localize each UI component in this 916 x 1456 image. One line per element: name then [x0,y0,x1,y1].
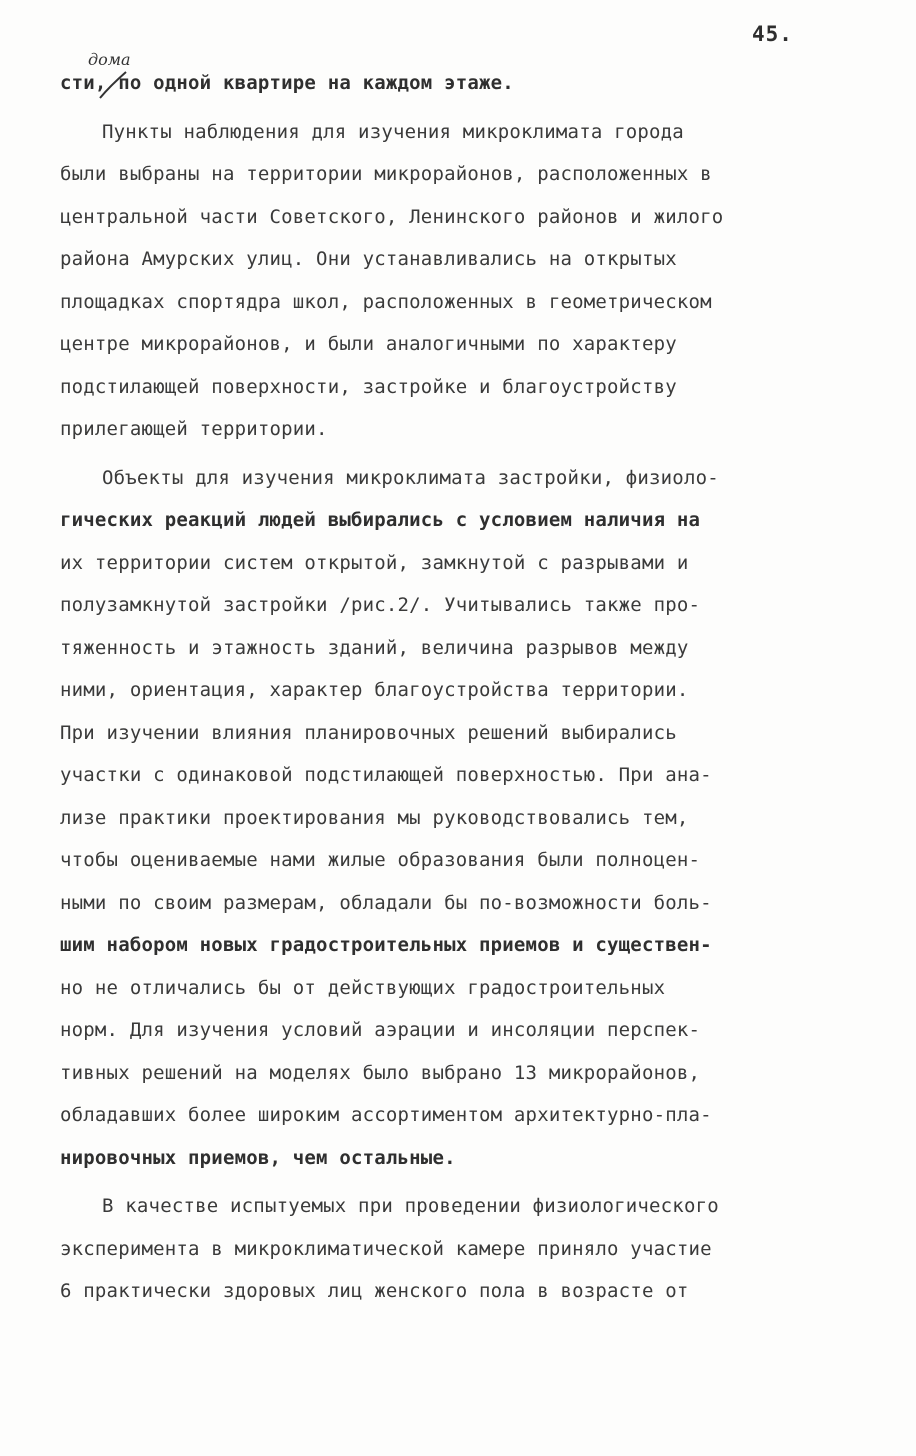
text-line: Пункты наблюдения для изучения микроклимата города [102,120,684,143]
text-line: Объекты для изучения микроклимата застройки, физиоло- [102,466,719,489]
text-line: При изучении влияния планировочных решений выбирались [60,721,677,744]
text-line: ными по своим размерам, обладали бы по-возможности боль- [60,891,712,914]
text-line: ними, ориентация, характер благоустройства территории. [60,679,689,701]
text-line: центральной части Советского, Ленинского районов и жилого [60,205,724,228]
text-line: тяженность и этажность зданий, величина разрывов между [60,636,689,659]
text-line: их территории систем открытой, замкнутой с разрывами и [60,551,689,574]
text-line: шим набором новых градостроительных приемов и существен- [60,934,712,956]
text-line: района Амурских улиц. Они устанавливались на открытых [60,248,677,270]
text-line: были выбраны на территории микрорайонов, расположенных в [60,163,712,185]
text-line: обладавших более широким ассортиментом архитектурно-пла- [60,1104,712,1126]
text-line: норм. Для изучения условий аэрации и инсоляции перспек- [60,1019,701,1041]
handwritten-insertion: дома [88,50,131,69]
page-number: 45. [752,22,793,46]
text-line: эксперимента в микроклиматической камере приняло участие [60,1237,712,1260]
text-line: сти, по одной квартире на каждом этаже. [60,72,514,94]
text-line: 6 практически здоровых лиц женского пола в возрасте от [60,1280,689,1302]
text-line: но не отличались бы от действующих градостроительных [60,976,666,999]
text-line: чтобы оцениваемые нами жилые образования были полноцен- [60,849,701,871]
text-line: подстилающей поверхности, застройке и благоустройству [60,375,677,398]
text-line: прилегающей территории. [60,418,328,440]
text-line: нировочных приемов, чем остальные. [60,1146,456,1169]
text-line: тивных решений на моделях было выбрано 13 микрорайонов, [60,1061,701,1084]
text-line: В качестве испытуемых при проведении физиологического [102,1195,719,1217]
text-line: площадках спортядра школ, расположенных в геометрическом [60,290,712,313]
text-line: гических реакций людей выбирались с условием наличия на [60,509,701,531]
text-line: полузамкнутой застройки /рис.2/. Учитывались также про- [60,594,701,616]
text-line: центре микрорайонов, и были аналогичными по характеру [60,333,677,355]
text-line: лизе практики проектирования мы руководствовались тем, [60,806,689,829]
text-line: участки с одинаковой подстилающей поверхностью. При ана- [60,764,712,786]
body-text [60,62,860,1313]
